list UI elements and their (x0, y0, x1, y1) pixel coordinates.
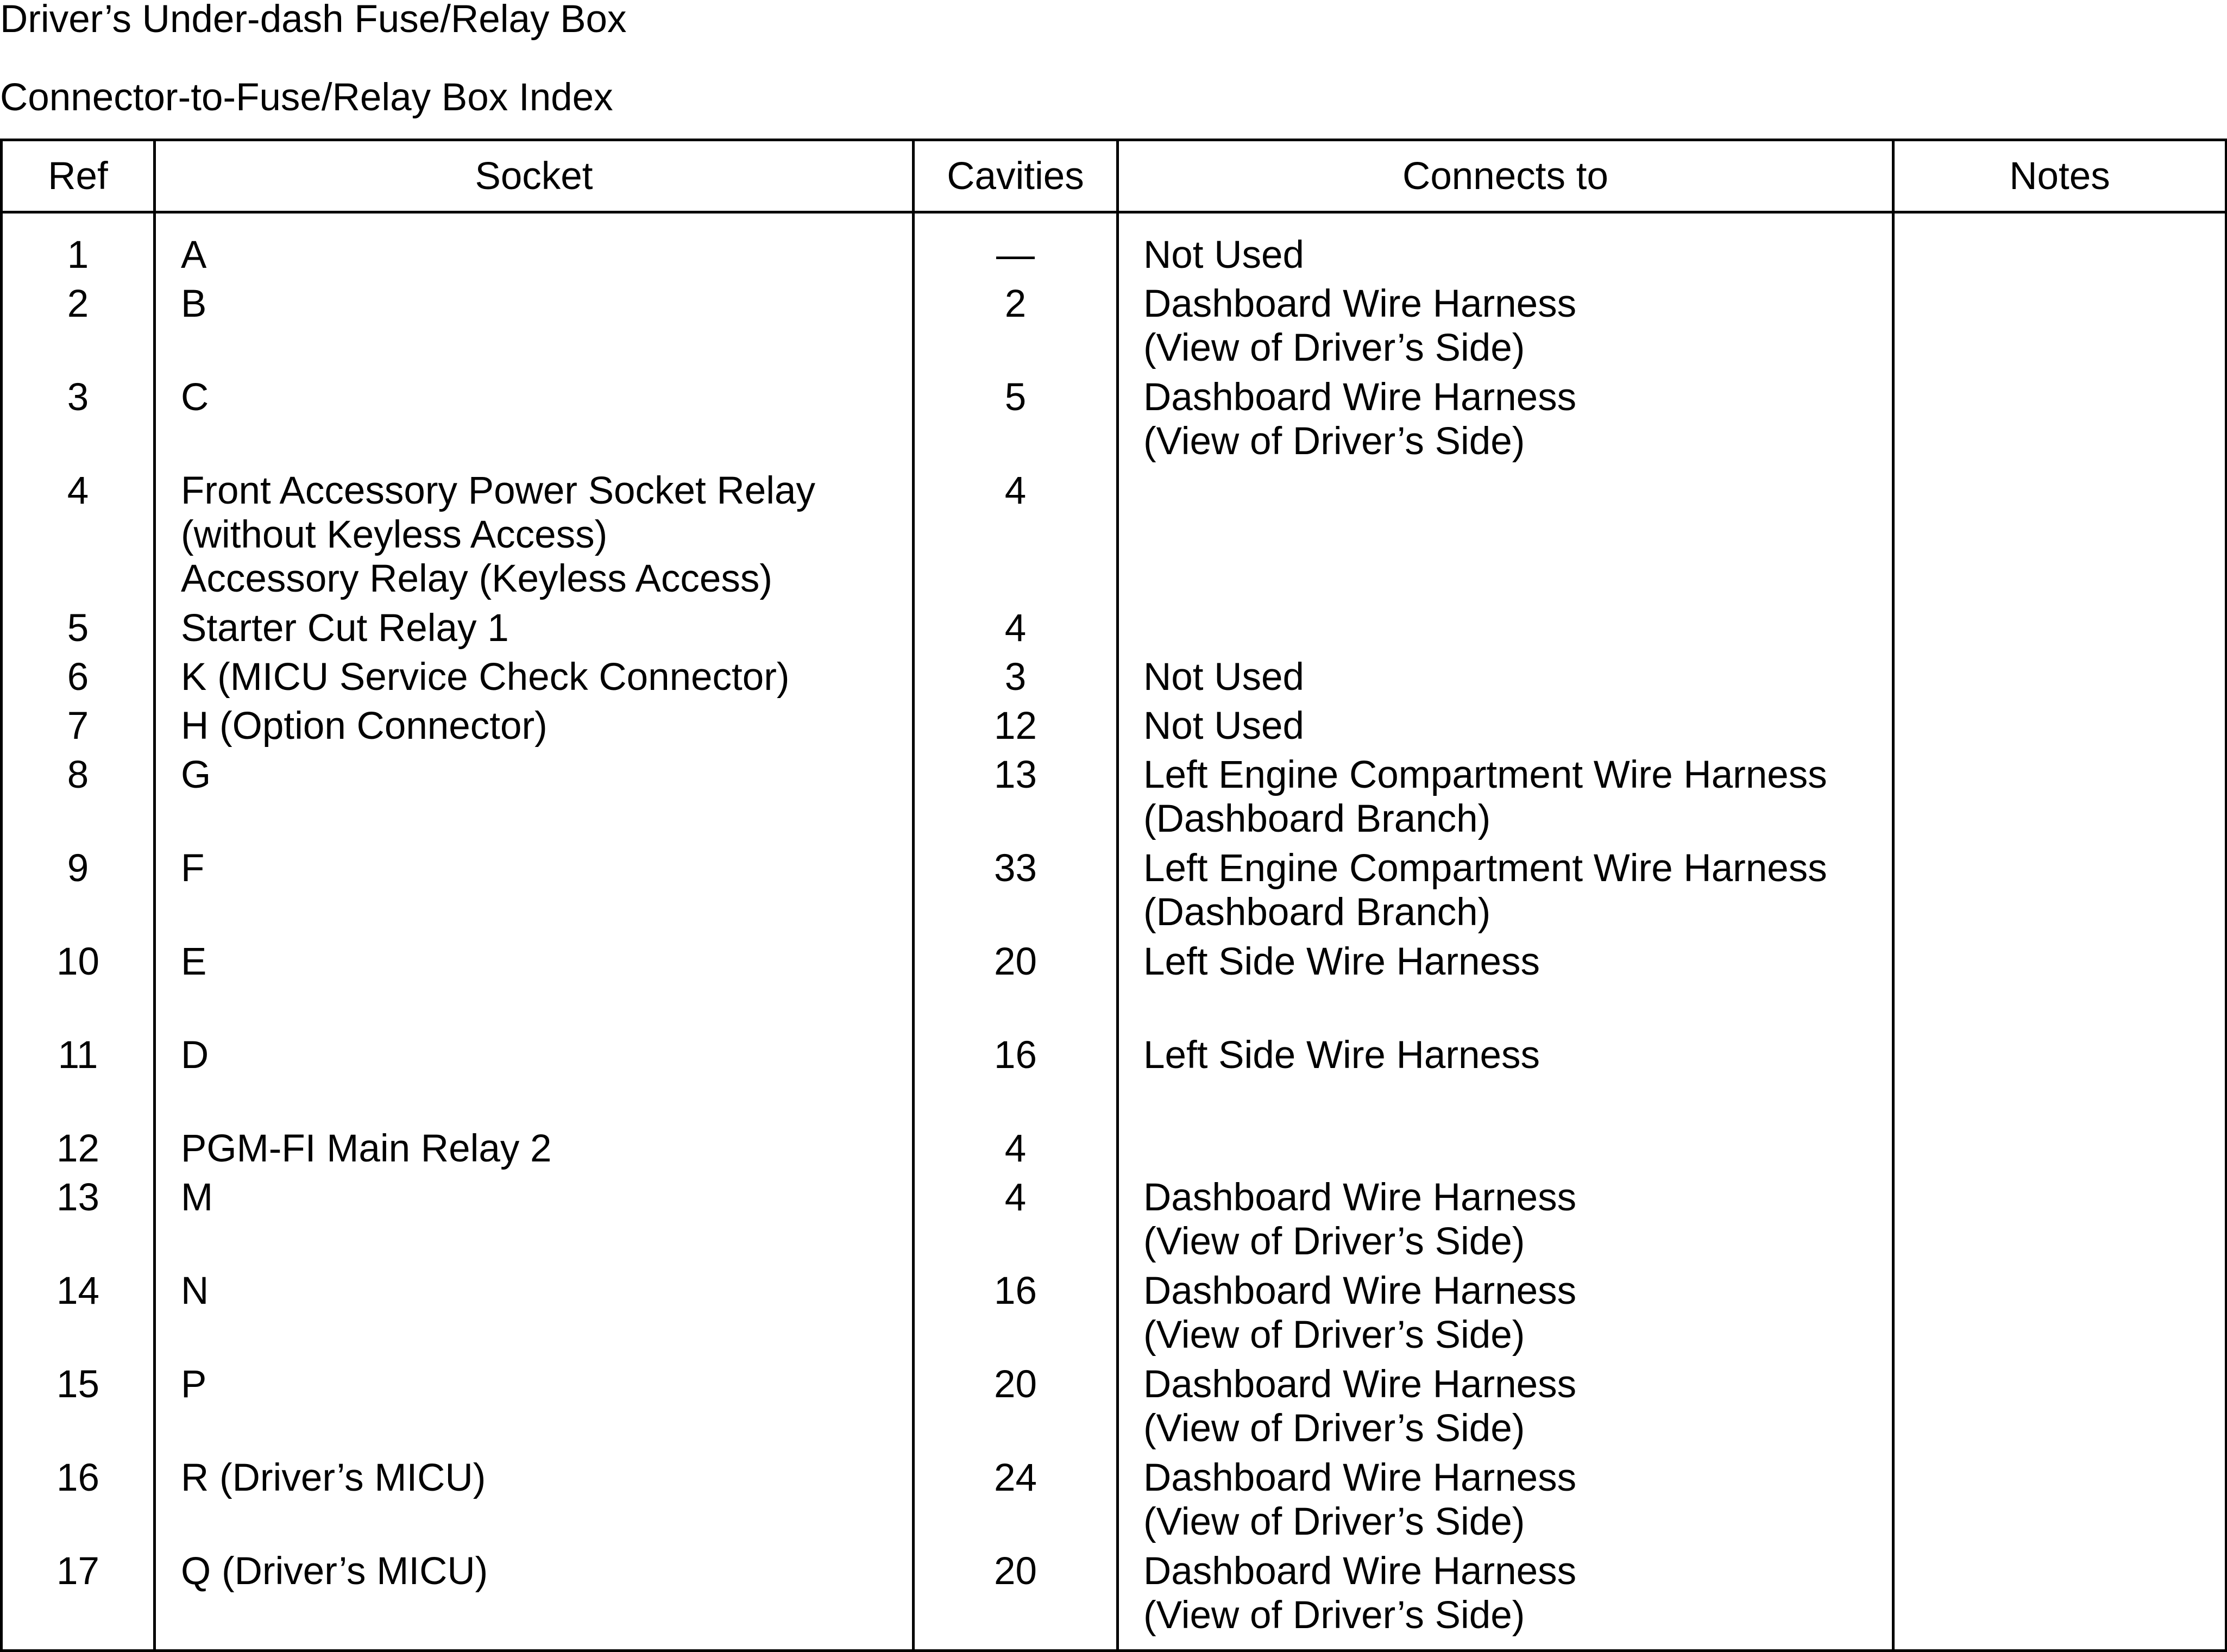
connects-to-text: Dashboard Wire Harness (1143, 1456, 1577, 1499)
cavities-cell: 16 (914, 1269, 1118, 1362)
connects-to-text: Dashboard Wire Harness (1143, 376, 1577, 419)
table-row (2, 375, 2226, 469)
connects-to-text: Dashboard Wire Harness (1143, 1550, 1577, 1593)
connects-to-cell (1118, 1362, 1893, 1456)
connects-to-text: Left Side Wire Harness (1143, 1034, 1540, 1077)
connects-to-cell (1118, 375, 1893, 469)
cavities-cell: 20 (914, 1362, 1118, 1456)
socket-cell (155, 846, 914, 940)
connects-to-text: (View of Driver’s Side) (1143, 1594, 1525, 1637)
connects-to-cell (1118, 1033, 1893, 1127)
notes-cell (1893, 1127, 2226, 1176)
socket-cell (155, 1549, 914, 1651)
ref-cell: 11 (2, 1033, 155, 1127)
ref-cell: 8 (2, 753, 155, 846)
connects-to-cell (1118, 940, 1893, 1033)
connects-to-text: (Dashboard Branch) (1143, 891, 1491, 934)
header-cavities: Cavities (914, 140, 1118, 212)
ref-cell: 13 (2, 1176, 155, 1269)
table-row (2, 606, 2226, 655)
ref-cell: 9 (2, 846, 155, 940)
socket-text: B (181, 282, 207, 325)
table-row (2, 212, 2226, 282)
notes-cell (1893, 1269, 2226, 1362)
socket-cell (155, 753, 914, 846)
table-row (2, 1127, 2226, 1176)
connects-to-cell (1118, 1456, 1893, 1549)
connects-to-text: Left Engine Compartment Wire Harness (1143, 847, 1827, 890)
socket-text: G (181, 753, 211, 796)
table-row (2, 1549, 2226, 1651)
socket-cell (155, 655, 914, 704)
ref-cell: 5 (2, 606, 155, 655)
socket-cell (155, 1127, 914, 1176)
ref-cell: 3 (2, 375, 155, 469)
socket-text: N (181, 1270, 209, 1312)
table-row (2, 1269, 2226, 1362)
notes-cell (1893, 1456, 2226, 1549)
ref-cell: 10 (2, 940, 155, 1033)
connects-to-text: Left Engine Compartment Wire Harness (1143, 753, 1827, 796)
table-row (2, 753, 2226, 846)
connects-to-cell (1118, 846, 1893, 940)
socket-cell (155, 1362, 914, 1456)
cavities-cell: 4 (914, 469, 1118, 606)
table-row (2, 1362, 2226, 1456)
cavities-cell: 33 (914, 846, 1118, 940)
socket-text: (without Keyless Access) (181, 513, 608, 556)
ref-cell: 2 (2, 282, 155, 375)
ref-cell: 1 (2, 212, 155, 282)
socket-cell (155, 375, 914, 469)
ref-cell: 4 (2, 469, 155, 606)
cavities-cell: 4 (914, 1127, 1118, 1176)
table-row (2, 846, 2226, 940)
cavities-cell: 13 (914, 753, 1118, 846)
header-notes: Notes (1893, 140, 2226, 212)
notes-cell (1893, 704, 2226, 753)
connects-to-text: (View of Driver’s Side) (1143, 1500, 1525, 1543)
table-row (2, 655, 2226, 704)
notes-cell (1893, 1362, 2226, 1456)
socket-text: H (Option Connector) (181, 705, 548, 748)
connects-to-text: (View of Driver’s Side) (1143, 1314, 1525, 1356)
socket-cell (155, 1176, 914, 1269)
connects-to-text: Left Side Wire Harness (1143, 940, 1540, 983)
socket-cell (155, 704, 914, 753)
connects-to-text: Not Used (1143, 656, 1304, 699)
table-row (2, 1176, 2226, 1269)
ref-cell: 12 (2, 1127, 155, 1176)
cavities-cell: — (914, 212, 1118, 282)
socket-cell (155, 212, 914, 282)
connects-to-cell (1118, 1176, 1893, 1269)
socket-text: P (181, 1363, 207, 1406)
ref-cell: 17 (2, 1549, 155, 1651)
connects-to-cell (1118, 704, 1893, 753)
connects-to-text: (View of Driver’s Side) (1143, 420, 1525, 463)
socket-cell (155, 282, 914, 375)
socket-text: Starter Cut Relay 1 (181, 607, 509, 650)
header-connects-to: Connects to (1118, 140, 1893, 212)
socket-cell (155, 469, 914, 606)
connects-to-cell (1118, 469, 1893, 606)
table-header-row (2, 140, 2226, 212)
connects-to-cell (1118, 753, 1893, 846)
socket-cell (155, 1456, 914, 1549)
notes-cell (1893, 753, 2226, 846)
cavities-cell: 2 (914, 282, 1118, 375)
connects-to-cell (1118, 1127, 1893, 1176)
ref-cell: 7 (2, 704, 155, 753)
table-row (2, 940, 2226, 1033)
cavities-cell: 20 (914, 1549, 1118, 1651)
table-row (2, 469, 2226, 606)
connects-to-text: (Dashboard Branch) (1143, 797, 1491, 840)
notes-cell (1893, 846, 2226, 940)
socket-text: D (181, 1034, 209, 1077)
connects-to-cell (1118, 1549, 1893, 1651)
socket-text: Accessory Relay (Keyless Access) (181, 557, 772, 600)
socket-text: R (Driver’s MICU) (181, 1456, 486, 1499)
notes-cell (1893, 375, 2226, 469)
header-socket: Socket (155, 140, 914, 212)
connector-index-table (0, 139, 2227, 1652)
table-row (2, 1456, 2226, 1549)
connects-to-text: Not Used (1143, 705, 1304, 748)
table-row (2, 704, 2226, 753)
cavities-cell: 3 (914, 655, 1118, 704)
connects-to-text: Dashboard Wire Harness (1143, 282, 1577, 325)
notes-cell (1893, 212, 2226, 282)
cavities-cell: 12 (914, 704, 1118, 753)
cavities-cell: 16 (914, 1033, 1118, 1127)
socket-text: Front Accessory Power Socket Relay (181, 469, 815, 512)
table-row (2, 282, 2226, 375)
header-ref: Ref (2, 140, 155, 212)
cavities-cell: 24 (914, 1456, 1118, 1549)
socket-text: A (181, 234, 207, 277)
notes-cell (1893, 1033, 2226, 1127)
connects-to-cell (1118, 655, 1893, 704)
notes-cell (1893, 469, 2226, 606)
page-title: Driver’s Under-dash Fuse/Relay Box (0, 0, 627, 41)
connects-to-cell (1118, 606, 1893, 655)
connects-to-text: (View of Driver’s Side) (1143, 326, 1525, 369)
table-row (2, 1033, 2226, 1127)
cavities-cell: 4 (914, 1176, 1118, 1269)
socket-cell (155, 606, 914, 655)
cavities-cell: 20 (914, 940, 1118, 1033)
table-subtitle: Connector-to-Fuse/Relay Box Index (0, 76, 613, 119)
cavities-cell: 5 (914, 375, 1118, 469)
ref-cell: 15 (2, 1362, 155, 1456)
socket-cell (155, 940, 914, 1033)
ref-cell: 14 (2, 1269, 155, 1362)
notes-cell (1893, 940, 2226, 1033)
notes-cell (1893, 282, 2226, 375)
socket-text: K (MICU Service Check Connector) (181, 656, 790, 699)
connects-to-text: (View of Driver’s Side) (1143, 1220, 1525, 1263)
notes-cell (1893, 1549, 2226, 1651)
connects-to-text: Dashboard Wire Harness (1143, 1176, 1577, 1219)
cavities-cell: 4 (914, 606, 1118, 655)
socket-text: PGM-FI Main Relay 2 (181, 1127, 552, 1170)
connects-to-text: Dashboard Wire Harness (1143, 1270, 1577, 1312)
notes-cell (1893, 1176, 2226, 1269)
ref-cell: 16 (2, 1456, 155, 1549)
socket-text: M (181, 1176, 213, 1219)
notes-cell (1893, 606, 2226, 655)
connects-to-text: Dashboard Wire Harness (1143, 1363, 1577, 1406)
connects-to-text: Not Used (1143, 234, 1304, 277)
socket-text: F (181, 847, 205, 890)
notes-cell (1893, 655, 2226, 704)
connects-to-cell (1118, 282, 1893, 375)
connects-to-cell (1118, 1269, 1893, 1362)
connects-to-cell (1118, 212, 1893, 282)
socket-text: C (181, 376, 209, 419)
socket-text: Q (Driver’s MICU) (181, 1550, 488, 1593)
connects-to-text: (View of Driver’s Side) (1143, 1407, 1525, 1450)
socket-cell (155, 1269, 914, 1362)
socket-text: E (181, 940, 207, 983)
socket-cell (155, 1033, 914, 1127)
ref-cell: 6 (2, 655, 155, 704)
